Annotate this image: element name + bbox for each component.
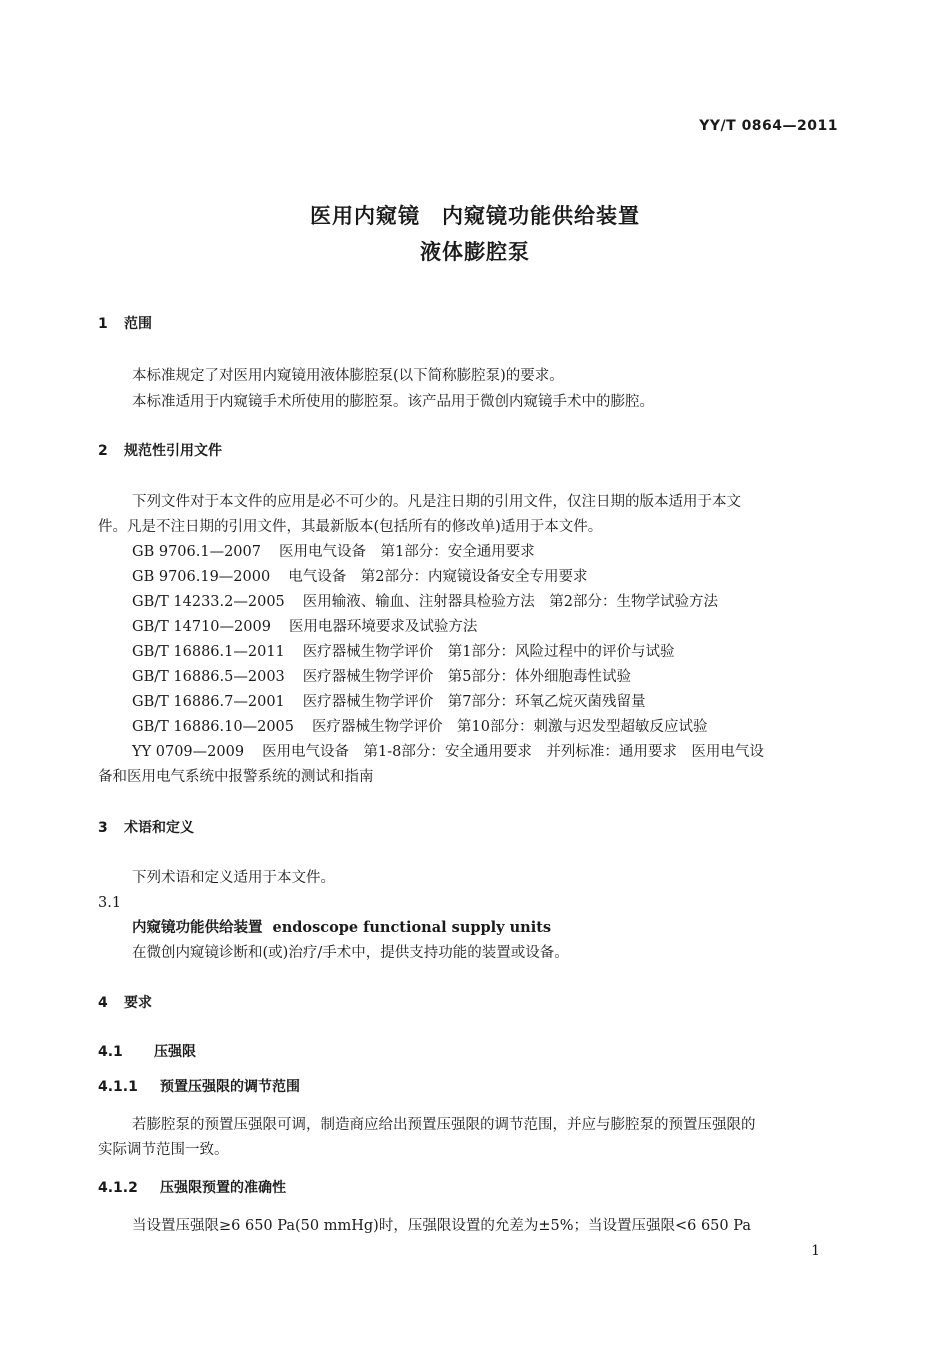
section-number: 2	[98, 443, 108, 459]
reference-code: GB/T 16886.10—2005	[132, 719, 294, 735]
standard-number: YY/T 0864—2011	[699, 118, 838, 134]
section-2-intro-line-2: 件。凡是不注日期的引用文件，其最新版本(包括所有的修改单)适用于本文件。	[98, 519, 603, 535]
reference-item	[132, 567, 587, 587]
term-definition: 在微创内窥镜诊断和(或)治疗/手术中，提供支持功能的装置或设备。	[132, 945, 569, 961]
section-4-1-1-line-2: 实际调节范围一致。	[98, 1142, 229, 1158]
reference-item	[132, 642, 675, 662]
reference-item	[132, 692, 646, 712]
section-number: 1	[98, 316, 108, 332]
section-4-1-1-line-1: 若膨腔泵的预置压强限可调，制造商应给出预置压强限的调节范围，并应与膨腔泵的预置压强限的	[132, 1117, 756, 1133]
reference-title: 医用电气设备 第1部分：安全通用要求	[279, 544, 535, 560]
reference-item	[132, 717, 707, 737]
section-number: 3	[98, 820, 108, 836]
reference-title: 医疗器械生物学评价 第1部分：风险过程中的评价与试验	[302, 644, 675, 660]
section-3-intro: 下列术语和定义适用于本文件。	[132, 870, 335, 886]
section-2-heading	[98, 441, 222, 461]
section-title: 预置压强限的调节范围	[160, 1079, 300, 1095]
section-title: 术语和定义	[124, 820, 194, 836]
section-4-1-2-line-1: 当设置压强限≥6 650 Pa(50 mmHg)时，压强限设置的允差为±5%；当设置压强限<6 650 Pa	[132, 1218, 751, 1234]
section-2-intro-line-1: 下列文件对于本文件的应用是必不可少的。凡是注日期的引用文件，仅注日期的版本适用于本文	[132, 494, 741, 510]
reference-code: GB/T 16886.1—2011	[132, 644, 285, 660]
section-title: 压强限预置的准确性	[160, 1180, 286, 1196]
reference-title: 医用电器环境要求及试验方法	[288, 619, 478, 635]
reference-code: GB 9706.1—2007	[132, 544, 261, 560]
reference-code: GB/T 16886.5—2003	[132, 669, 285, 685]
page-number: 1	[811, 1243, 820, 1259]
reference-item	[132, 542, 535, 562]
title-line-1: 医用内窥镜 内窥镜功能供给装置	[310, 204, 640, 228]
term-english: endoscope functional supply units	[272, 919, 552, 936]
reference-code: GB 9706.19—2000	[132, 569, 271, 585]
reference-item	[132, 667, 631, 687]
reference-item	[132, 592, 718, 612]
section-1-paragraph-2: 本标准适用于内窥镜手术所使用的膨腔泵。该产品用于微创内窥镜手术中的膨腔。	[132, 394, 654, 410]
reference-title: 医疗器械生物学评价 第5部分：体外细胞毒性试验	[302, 669, 632, 685]
term-entry	[132, 918, 551, 938]
term-chinese: 内窥镜功能供给装置	[132, 919, 263, 936]
title-line-2: 液体膨腔泵	[420, 240, 530, 264]
section-title: 要求	[124, 995, 152, 1011]
reference-title: 医用电气设备 第1-8部分：安全通用要求 并列标准：通用要求 医用电气设	[262, 744, 764, 760]
section-1-paragraph-1: 本标准规定了对医用内窥镜用液体膨腔泵(以下简称膨腔泵)的要求。	[132, 368, 564, 384]
reference-code: GB/T 14710—2009	[132, 619, 271, 635]
reference-code: GB/T 14233.2—2005	[132, 594, 285, 610]
section-4-1-2-heading	[98, 1178, 286, 1198]
section-1-heading	[98, 314, 152, 334]
reference-title: 医疗器械生物学评价 第7部分：环氧乙烷灭菌残留量	[302, 694, 646, 710]
section-number: 4.1.2	[98, 1180, 138, 1196]
reference-item	[132, 742, 764, 762]
section-number: 4.1	[98, 1044, 123, 1060]
section-title: 压强限	[154, 1044, 196, 1060]
section-4-1-1-heading	[98, 1077, 300, 1097]
section-number: 4.1.1	[98, 1079, 138, 1095]
reference-code: GB/T 16886.7—2001	[132, 694, 285, 710]
section-4-heading	[98, 993, 152, 1013]
reference-item-continuation: 备和医用电气系统中报警系统的测试和指南	[98, 769, 374, 785]
section-title: 范围	[124, 316, 152, 332]
section-3-heading	[98, 818, 194, 838]
reference-title: 医用输液、输血、注射器具检验方法 第2部分：生物学试验方法	[302, 594, 719, 610]
reference-title: 电气设备 第2部分：内窥镜设备安全专用要求	[288, 569, 588, 585]
reference-code: YY 0709—2009	[132, 744, 245, 760]
section-title: 规范性引用文件	[124, 443, 222, 459]
reference-item	[132, 617, 477, 637]
section-number: 4	[98, 995, 108, 1011]
reference-title: 医疗器械生物学评价 第10部分：刺激与迟发型超敏反应试验	[312, 719, 708, 735]
section-4-1-heading	[98, 1042, 196, 1062]
term-number: 3.1	[98, 895, 122, 911]
